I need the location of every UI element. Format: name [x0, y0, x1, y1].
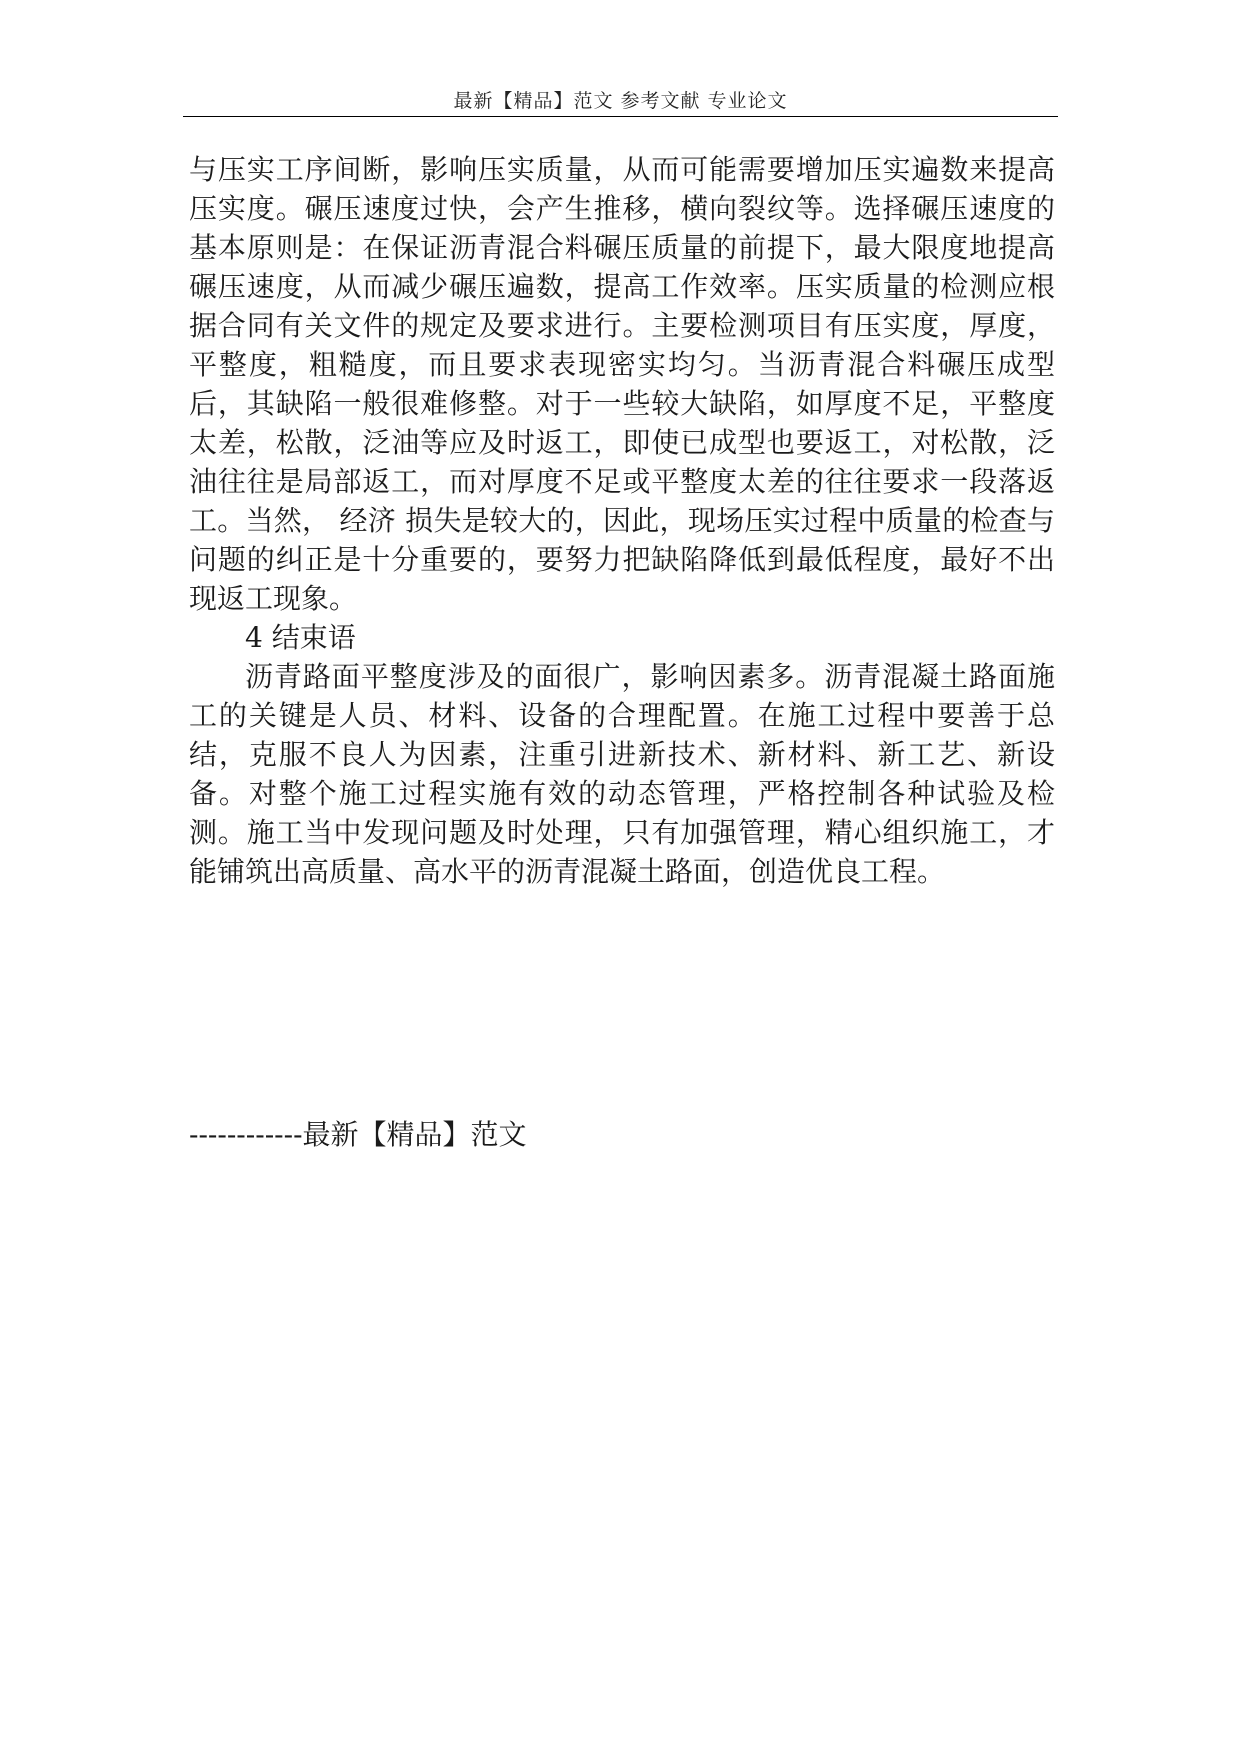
- page-footer: ------------最新【精品】范文: [189, 1118, 527, 1151]
- section-heading-conclusion: 4 结束语: [245, 621, 356, 654]
- body-paragraph-conclusion: 沥青路面平整度涉及的面很广，影响因素多。沥青混凝土路面施工的关键是人员、材料、设备的合理配置。在施工过程中要善于总结，克服不良人为因素，注重引进新技术、新材料、新工艺、新设备。对整个施工过程实施有效的动态管理，严格控制各种试验及检测。施工当中发现问题及时处理，只有加强管理，精心组织施工，才能铺筑出高质量、高水平的沥青混凝土路面，创造优良工程。: [189, 660, 1055, 888]
- page-header: 最新【精品】范文 参考文献 专业论文: [453, 90, 788, 112]
- body-paragraph-continued: 与压实工序间断，影响压实质量，从而可能需要增加压实遍数来提高压实度。碾压速度过快，会产生推移，横向裂纹等。选择碾压速度的基本原则是：在保证沥青混合料碾压质量的前提下，最大限度地提高碾压速度，从而减少碾压遍数，提高工作效率。压实质量的检测应根据合同有关文件的规定及要求进行。主要检测项目有压实度，厚度，平整度，粗糙度，而且要求表现密实均匀。当沥青混合料碾压成型后，其缺陷一般很难修整。对于一些较大缺陷，如厚度不足，平整度太差，松散，泛油等应及时返工，即使已成型也要返工，对松散，泛油往往是局部返工，而对厚度不足或平整度太差的往往要求一段落返工。当然， 经济 损失是较大的，因此，现场压实过程中质量的检查与 问题的纠正是十分重要的，要努力把缺陷降低到最低程度，最好不出现返工现象。: [189, 153, 1055, 615]
- header-divider: [183, 116, 1058, 117]
- document-body: [189, 150, 1055, 891]
